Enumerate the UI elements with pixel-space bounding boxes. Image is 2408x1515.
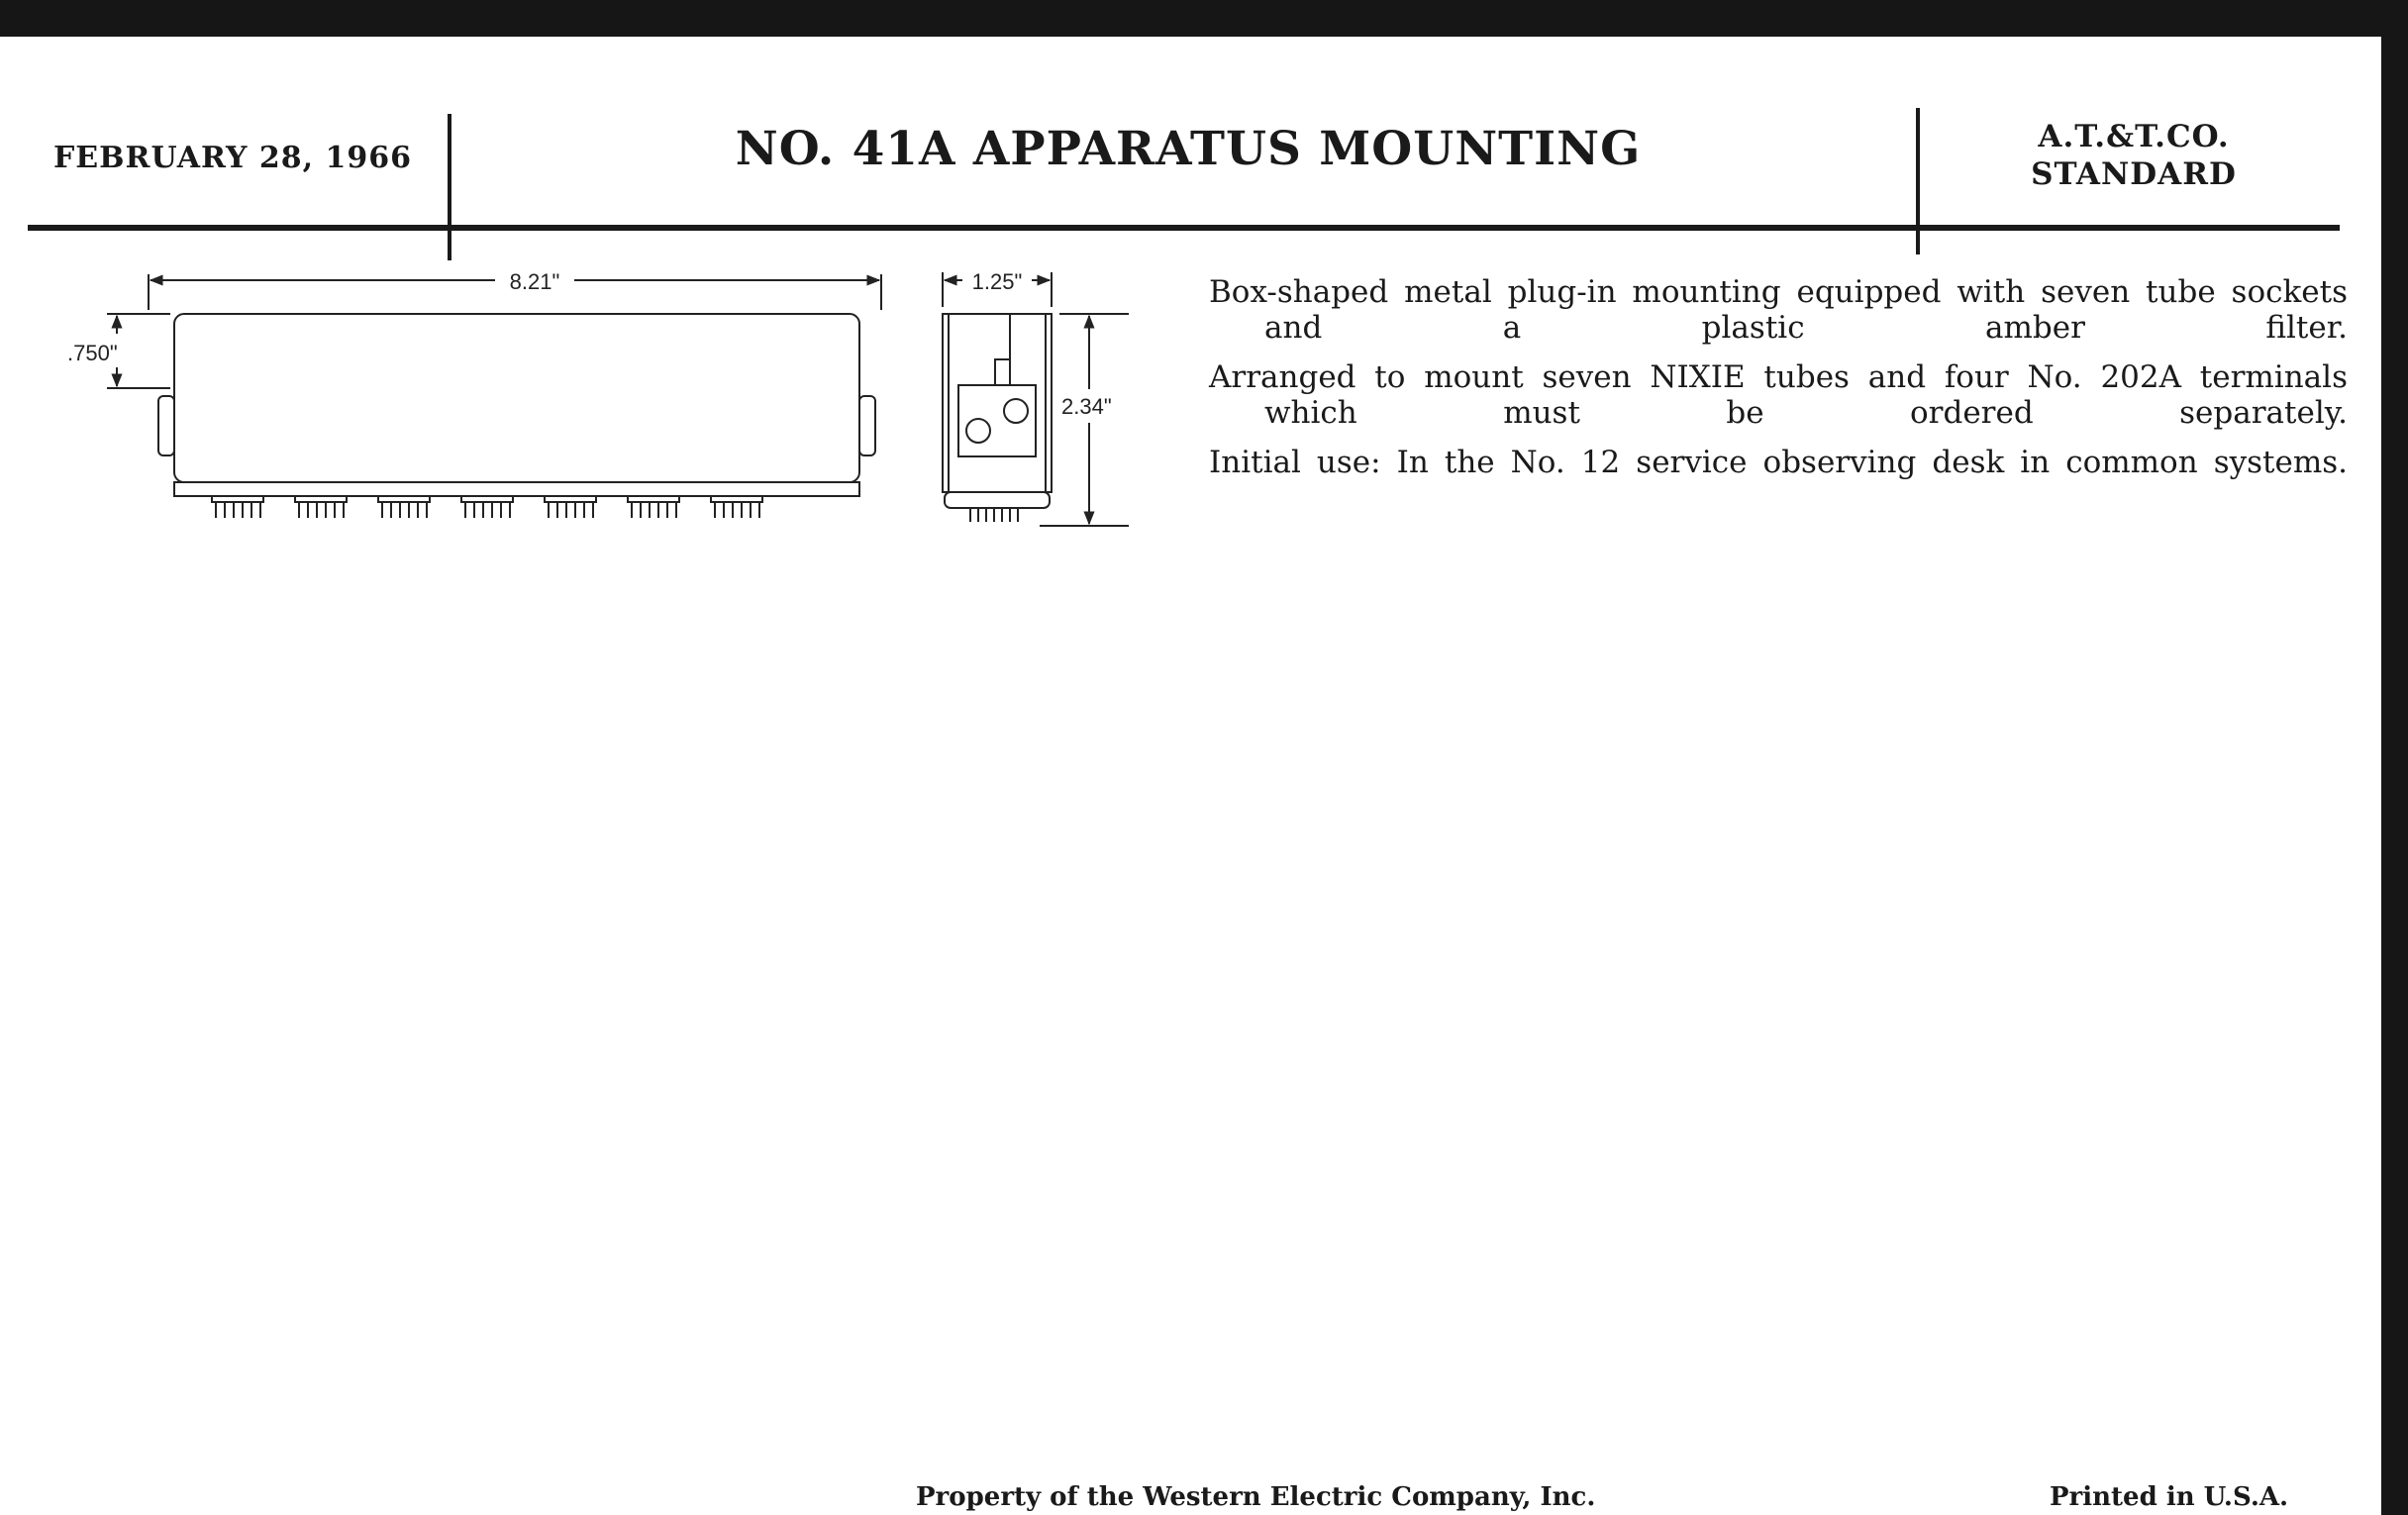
front-length-label: 8.21" (509, 269, 560, 294)
tube-socket (711, 496, 762, 518)
page-title: NO. 41A APPARATUS MOUNTING (735, 122, 1642, 176)
description-line-1: Box-shaped metal plug-in mounting equipped with seven tube sockets and a plastic amber filter. (1209, 274, 2348, 346)
description (1209, 274, 2348, 494)
tube-socket (295, 496, 347, 518)
footer-property: Property of the Western Electric Company, Inc. (916, 1482, 1596, 1512)
tube-socket (461, 496, 513, 518)
spec-card (0, 37, 2381, 1515)
standard-label (1933, 118, 2335, 193)
footer-printed: Printed in U.S.A. (2050, 1482, 2289, 1512)
front-body (174, 314, 859, 482)
standard-line-1: A.T.&T.CO. (2038, 119, 2230, 154)
header-rule (28, 225, 2340, 231)
description-line-2: Arranged to mount seven NIXIE tubes and four No. 202A terminals which must be ordered separately. (1209, 359, 2348, 431)
apparatus-drawing (59, 252, 1149, 579)
tube-socket (212, 496, 263, 518)
tube-socket (545, 496, 596, 518)
tube-socket (628, 496, 679, 518)
standard-line-2: STANDARD (2031, 156, 2237, 192)
front-height-label: .750" (67, 341, 118, 365)
tube-socket (378, 496, 430, 518)
issue-date: FEBRUARY 28, 1966 (53, 141, 412, 175)
side-width-label: 1.25" (971, 269, 1023, 294)
description-line-3: Initial use: In the No. 12 service observing desk in common systems. (1209, 445, 2348, 480)
header-divider-left (448, 114, 452, 260)
header-divider-right (1916, 108, 1920, 254)
side-height-label: 2.34" (1061, 394, 1112, 419)
